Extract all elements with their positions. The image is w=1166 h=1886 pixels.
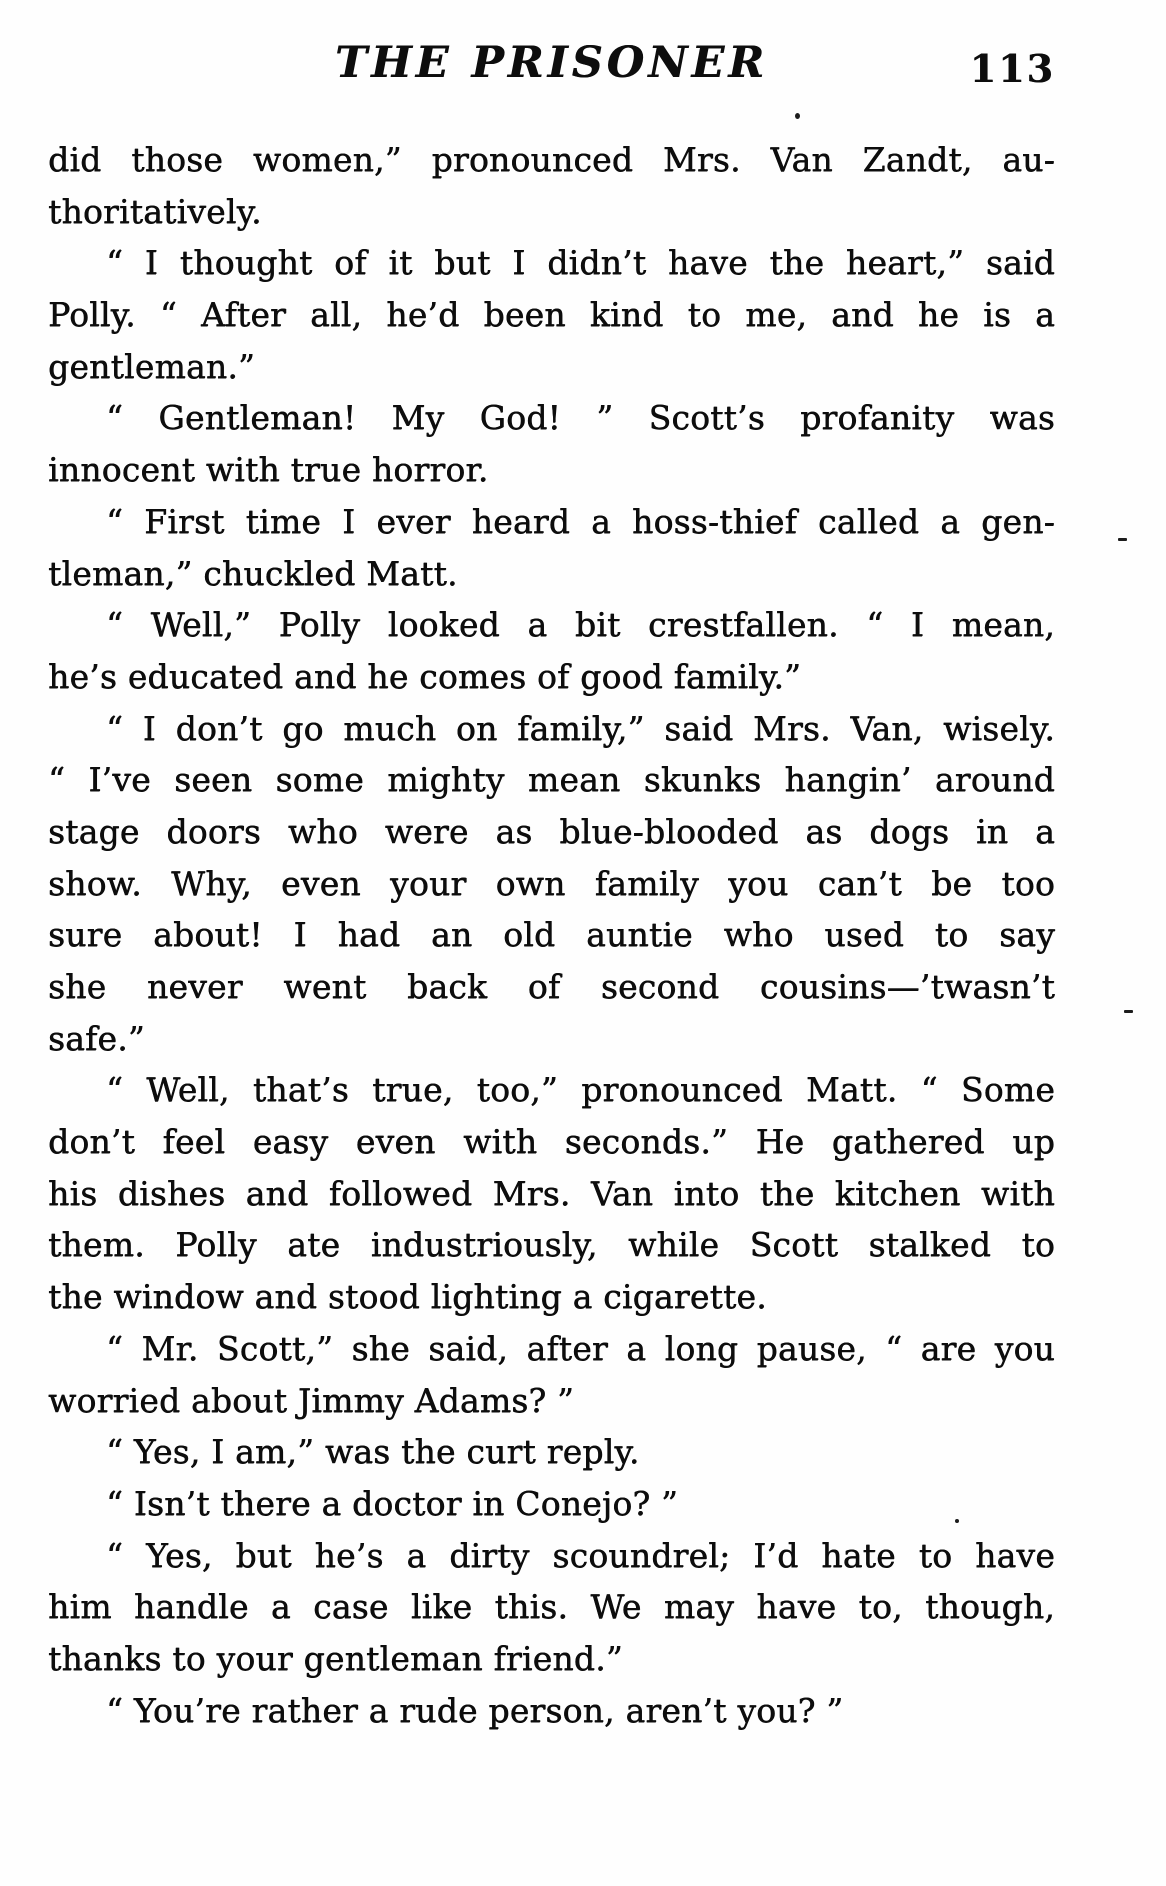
text-line: innocent with true horror. [48,450,489,490]
text-line: show. Why, even your own family you can’t be too [48,863,1055,903]
text-line: “ Gentleman! My God! ” Scott’s profanity was [106,398,1055,438]
text-line: “ Well, that’s true, too,” pronounced Matt. “ Some [106,1070,1055,1110]
text-line: “ Yes, I am,” was the curt reply. [106,1432,640,1472]
text-line: thoritatively. [48,191,262,231]
text-line: she never went back of second cousins—’twasn’t [48,967,1055,1006]
text-line: “ Mr. Scott,” she said, after a long pause, “ are you [106,1328,1055,1368]
text-line: sure about! I had an old auntie who used to say [48,915,1055,955]
text-line: “ I don’t go much on family,” said Mrs. Van, wisely. [106,708,1055,748]
text-line: his dishes and followed Mrs. Van into the kitchen with [48,1173,1055,1213]
scan-speck [1124,1010,1133,1013]
body-text [48,134,1055,1736]
text-line: “ Yes, but he’s a dirty scoundrel; I’d hate to have [106,1535,1055,1575]
text-line: he’s educated and he comes of good family.” [48,656,802,696]
text-line: gentleman.” [48,346,256,386]
scan-speck [1118,538,1127,541]
text-line: Polly. “ After all, he’d been kind to me, and he is a [48,295,1055,335]
text-line: “ I’ve seen some mighty mean skunks hangin’ around [48,760,1055,800]
scan-speck [955,1519,959,1523]
text-line: thanks to your gentleman friend.” [48,1638,623,1678]
running-head-title: THE PRISONER [335,38,768,88]
text-line: “ First time I ever heard a hoss-thief called a gen- [106,501,1055,541]
text-line: tleman,” chuckled Matt. [48,553,458,593]
scan-speck [795,113,800,119]
text-line: don’t feel easy even with seconds.” He gathered up [48,1122,1055,1162]
text-line: worried about Jimmy Adams? ” [48,1380,575,1420]
text-line: the window and stood lighting a cigarette. [48,1277,767,1317]
text-line: stage doors who were as blue-blooded as dogs in a [48,811,1055,851]
text-line: them. Polly ate industriously, while Scott stalked to [48,1225,1055,1265]
text-line: him handle a case like this. We may have to, though, [48,1587,1055,1627]
text-line: safe.” [48,1018,145,1058]
page-number: 113 [969,46,1055,91]
text-line: “ Well,” Polly looked a bit crestfallen. “ I mean, [106,605,1055,645]
text-line: “ You’re rather a rude person, aren’t you? ” [106,1690,844,1730]
text-line: did those women,” pronounced Mrs. Van Zandt, au- [48,140,1055,179]
text-line: “ Isn’t there a doctor in Conejo? ” [106,1483,679,1523]
text-line: “ I thought of it but I didn’t have the heart,” said [106,243,1055,283]
